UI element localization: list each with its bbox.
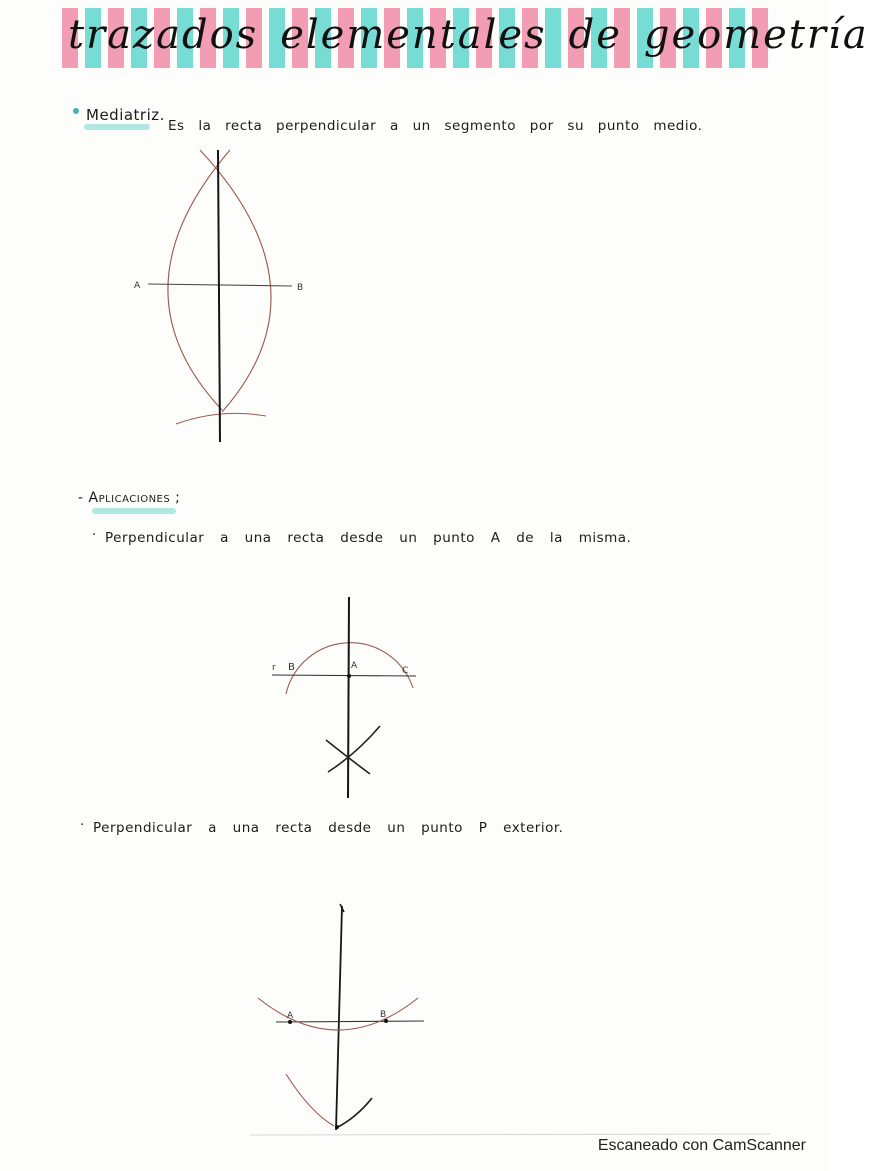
label-a: A [134,281,141,291]
scanner-watermark: Escaneado con CamScanner [597,1137,806,1154]
item1-label-c: C [402,666,409,676]
mediatriz-figure [134,150,303,442]
item2-bullet: · [80,818,85,833]
item2-perpendicular [336,906,342,1130]
item1-point-a [347,674,351,678]
item1-label-r: r [272,663,276,673]
item1-text: Perpendicular a una recta desde un punto A de la misma. [105,530,632,546]
title-word-2: elementales [280,12,547,58]
mediatriz-arc-left [168,150,230,410]
item2-text: Perpendicular a una recta desde un punto P exterior. [93,820,564,836]
item2-label-b: B [380,1010,387,1020]
mediatriz-definition: Es la recta perpendicular a un segmento por su punto medio. [168,118,703,134]
item1-label-b: B [288,662,295,673]
item2-arc-right [336,1098,372,1128]
item2-point-bottom [335,1125,339,1129]
item1-label-a: A [351,661,358,671]
title-word-3: de [568,12,622,58]
mediatriz-arc-right [200,150,271,412]
item1-bullet: · [92,528,97,543]
title-word-4: geometría [643,12,869,58]
item1-figure [272,597,416,798]
item1-cross-arc-2 [328,726,380,772]
item2-figure [258,904,424,1130]
item2-arc-left [286,1074,334,1126]
aplicaciones-heading: - Aplicaciones ; [78,490,181,506]
label-b: B [297,283,304,293]
mediatriz-term: Mediatriz. [86,106,165,124]
page-bottom-edge [250,1134,770,1135]
mediatriz-arc-bottom [176,413,266,424]
item2-label-a: A [287,1011,294,1021]
item1-perpendicular [348,597,349,798]
mediatriz-perpendicular [218,150,220,442]
title-word-1: trazados [68,12,259,58]
